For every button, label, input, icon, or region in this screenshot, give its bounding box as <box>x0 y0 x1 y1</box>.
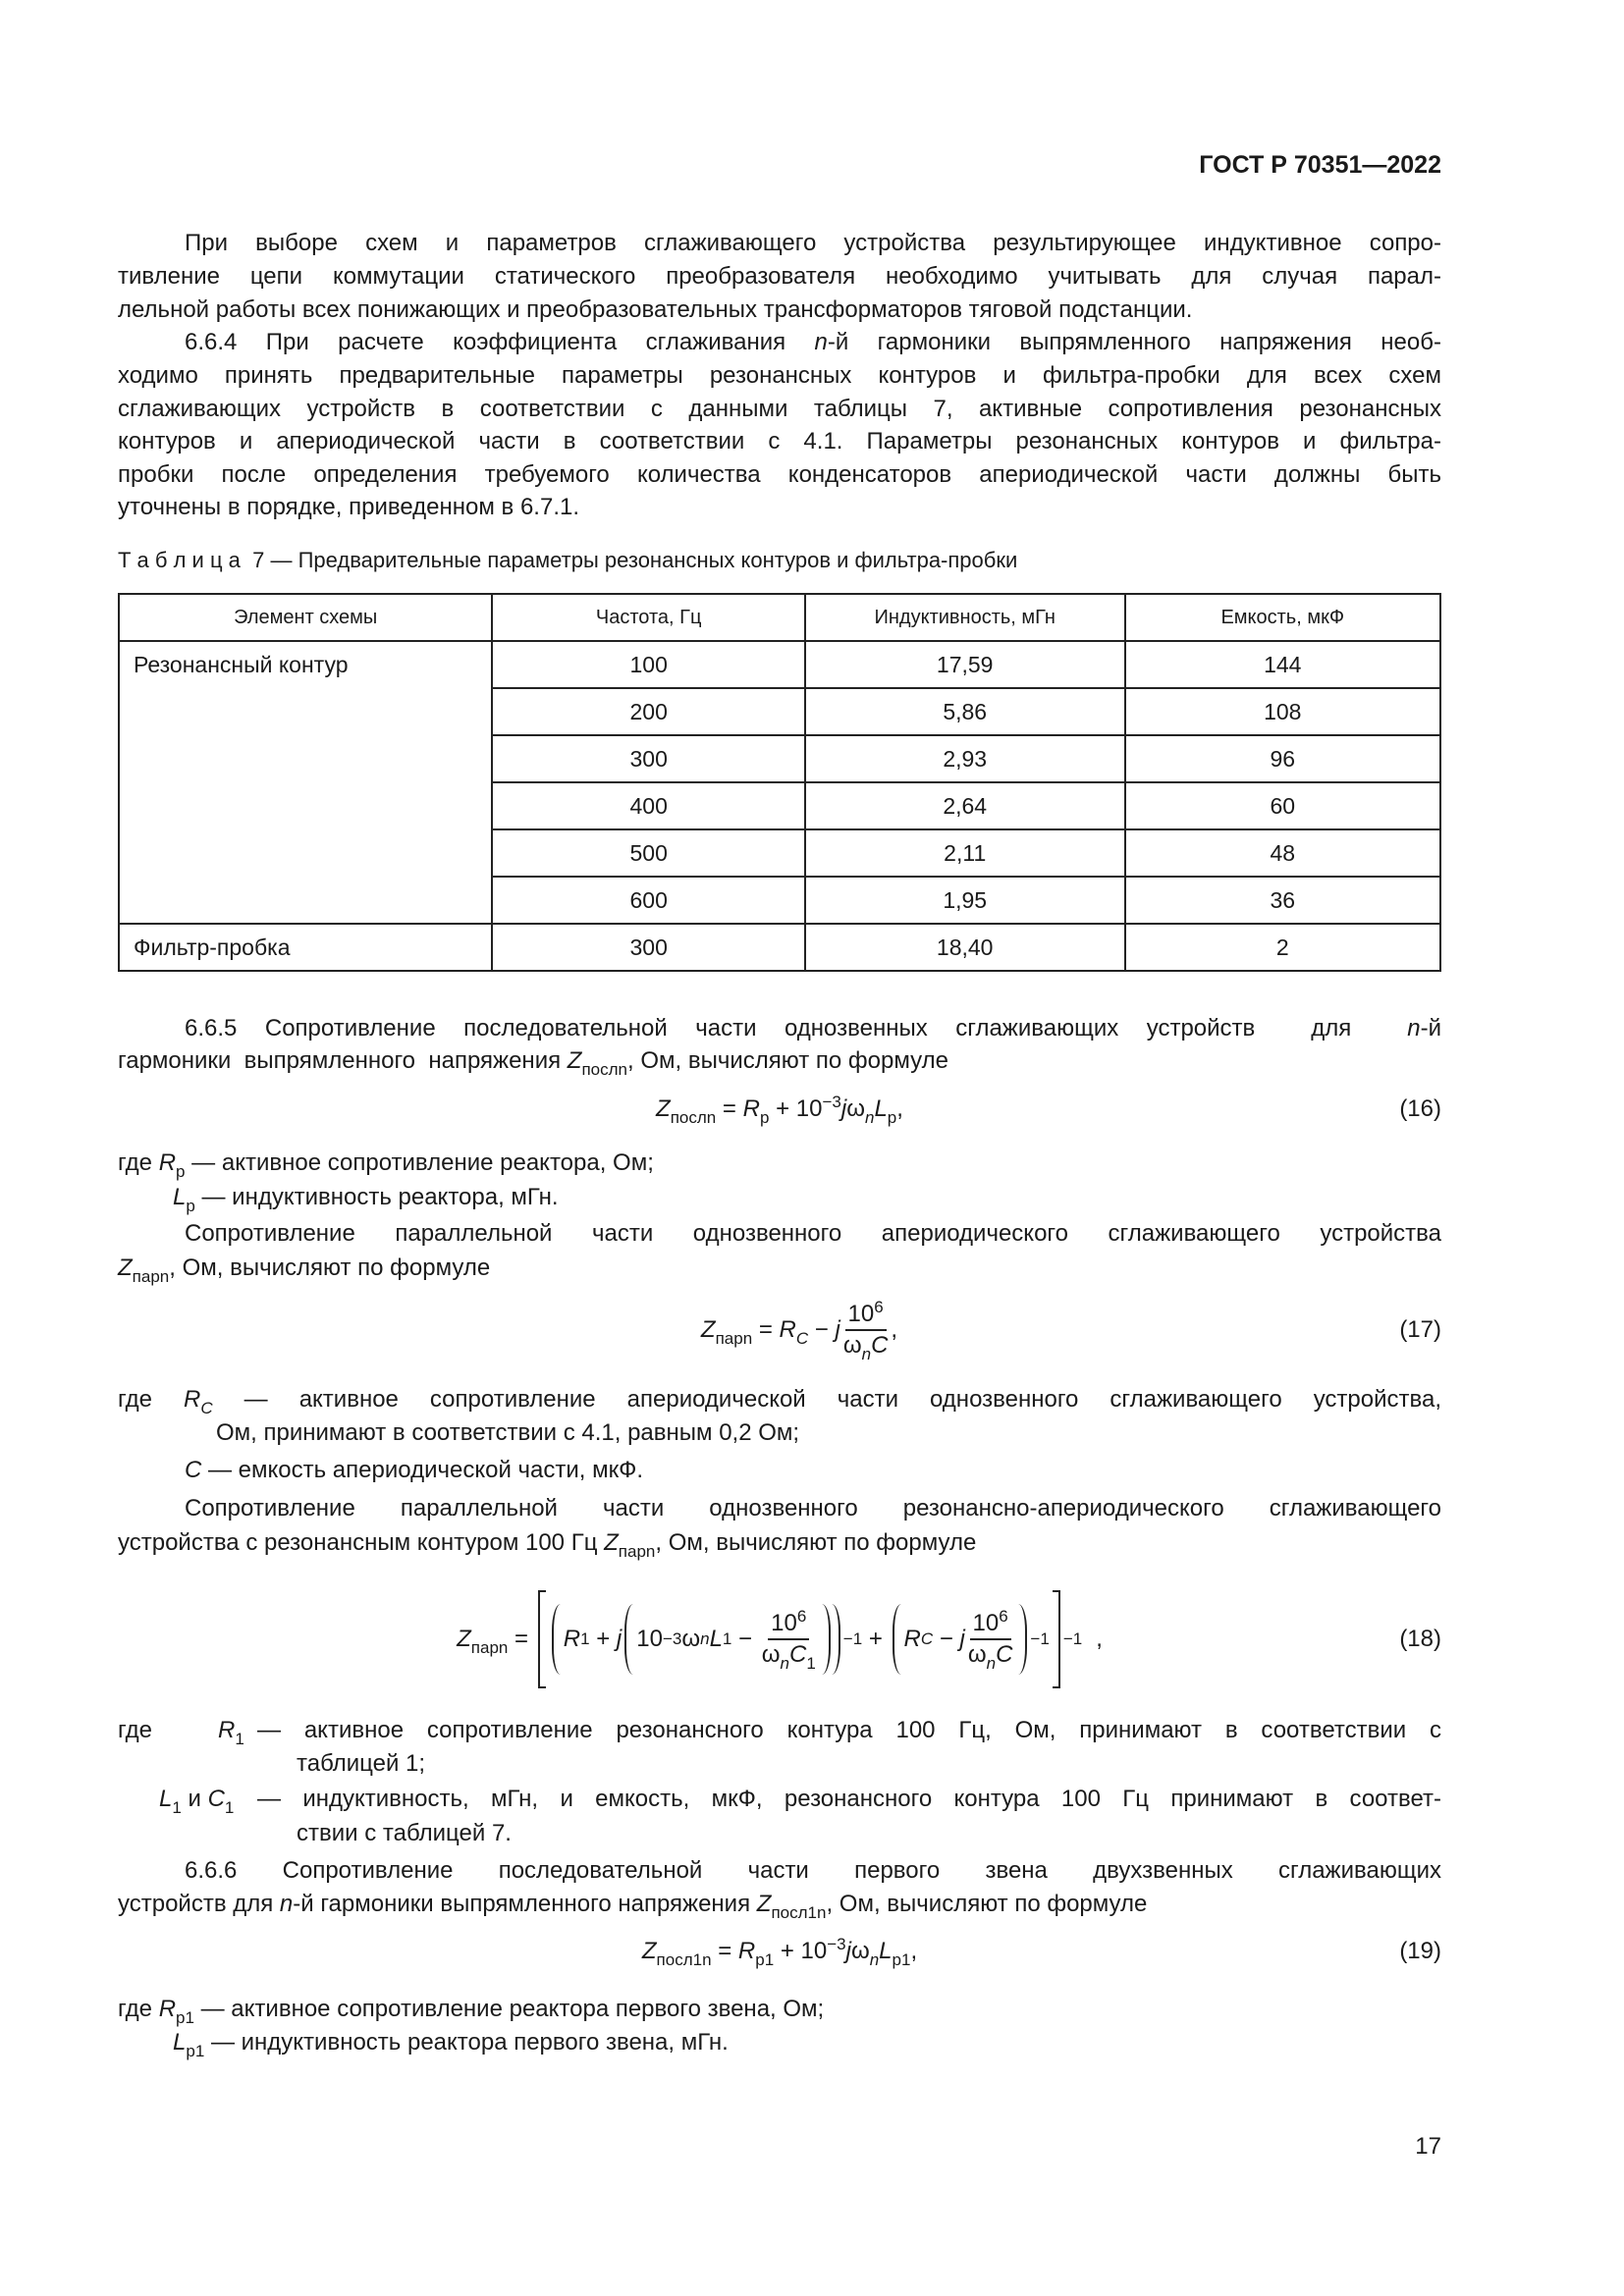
table-row <box>119 924 1440 971</box>
formula-part: − <box>933 1626 960 1652</box>
formula-part: L <box>879 1938 893 1964</box>
formula-part: R <box>184 1386 201 1413</box>
column-header: Элемент схемы <box>119 594 492 641</box>
formula-part: — активное сопротивление реактора первого звена, Ом; <box>193 1996 825 2022</box>
formula-part: n <box>700 1629 710 1648</box>
formula-part: R <box>158 1996 177 2022</box>
where-c <box>185 1456 643 1485</box>
formula-part: послn <box>581 1060 627 1079</box>
inductance-cell: 1,95 <box>805 877 1125 924</box>
element-cell: Фильтр-пробка <box>119 924 492 971</box>
bracket <box>893 1604 901 1675</box>
capacitance-cell: 108 <box>1125 688 1440 735</box>
bracket <box>552 1604 561 1675</box>
paragraph-line: таблицей 1; <box>297 1750 426 1777</box>
page-number: 17 <box>1415 2133 1441 2160</box>
formula-part: n <box>780 1654 789 1673</box>
formula-part: где <box>118 1386 185 1413</box>
formula-part <box>200 1399 212 1417</box>
inductance-cell: 2,64 <box>805 782 1125 829</box>
formula-part: = <box>716 1095 743 1122</box>
formula-part <box>761 1607 816 1673</box>
formula-part: -й гармоники выпрямленного напряжения <box>293 1891 757 1917</box>
where-rp <box>118 1148 654 1181</box>
where-lp1 <box>173 2028 729 2060</box>
paragraph-line: тивление цепи коммутации статического преобразователя необходимо учитывать для случая парал- <box>118 263 1441 290</box>
formula-part: 6 <box>999 1607 1008 1626</box>
section-6-6-6-line: 6.6.6 Сопротивление последовательной части первого звена двухзвенных сглаживающих <box>185 1857 1441 1884</box>
formula-part: 10 <box>771 1610 797 1636</box>
formula-part: 10 <box>847 1301 875 1327</box>
bracket <box>822 1604 831 1675</box>
frequency-cell: 100 <box>492 641 804 688</box>
formula-part: n <box>861 1345 872 1363</box>
formula-part: ω <box>846 1095 865 1122</box>
formula-part: 10 <box>972 1610 1000 1636</box>
formula-part: n <box>986 1654 997 1673</box>
paragraph-line <box>118 1528 977 1561</box>
where-l1-c1 <box>159 1785 235 1817</box>
table-7 <box>118 593 1441 972</box>
formula-part: устройства с резонансным контуром 100 Гц <box>118 1529 605 1556</box>
formula-part: + 10 <box>774 1938 828 1964</box>
formula-part: — индуктивность реактора, мГн. <box>194 1184 559 1210</box>
formula-part: , Ом, вычисляют по формуле <box>826 1891 1148 1917</box>
formula-part: n <box>1407 1015 1421 1041</box>
paragraph-line <box>118 1046 948 1079</box>
bracket <box>832 1604 840 1675</box>
formula-part: = <box>508 1626 535 1652</box>
frequency-cell: 300 <box>492 735 804 782</box>
formula-part: j <box>959 1626 965 1652</box>
formula-part: ω <box>967 1641 987 1668</box>
section-6-6-4-line <box>185 328 1441 357</box>
formula-part <box>768 1609 809 1640</box>
formula-part: парn <box>132 1267 170 1286</box>
paragraph-line: контуров и апериодической части в соответствии с 4.1. Параметры резонансных контуров и фильтра- <box>118 428 1441 454</box>
formula-part <box>970 1609 1011 1640</box>
formula-part: j <box>616 1626 623 1652</box>
formula-part: R <box>158 1149 177 1176</box>
formula-part: Z <box>656 1095 671 1122</box>
formula-part: -й <box>1420 1015 1441 1041</box>
frequency-cell: 600 <box>492 877 804 924</box>
formula-part: C <box>795 1329 809 1348</box>
formula-part: ω <box>842 1332 862 1359</box>
formula-part: Z <box>567 1047 582 1074</box>
formula-part <box>862 1345 871 1363</box>
formula-part: Z <box>756 1891 772 1917</box>
formula-part: L <box>173 2029 187 2056</box>
paragraph-line: пробки после определения требуемого количества конденсаторов апериодической части должны быть <box>118 461 1441 488</box>
formula-part: -й гармоники выпрямленного напряжения необ- <box>827 329 1441 355</box>
frequency-cell: 500 <box>492 829 804 877</box>
formula-part: n <box>869 1950 880 1969</box>
table-row <box>119 641 1440 688</box>
inductance-cell: 5,86 <box>805 688 1125 735</box>
formula-part <box>870 1950 879 1969</box>
formula-part: C <box>920 1629 934 1648</box>
formula-part <box>845 1300 887 1331</box>
inductance-cell: 2,11 <box>805 829 1125 877</box>
formula-part: Z <box>604 1529 619 1556</box>
paragraph-line: Сопротивление параллельной части однозвенного резонансно-апериодического сглаживающего <box>185 1495 1441 1522</box>
formula-part: , Ом, вычисляют по формуле <box>626 1047 948 1074</box>
formula-part: где <box>118 1149 159 1176</box>
formula-part: р1 <box>892 1950 911 1969</box>
formula-part: − <box>731 1626 759 1652</box>
formula-part: Z <box>700 1316 716 1343</box>
formula-part: , <box>896 1095 903 1122</box>
formula-part: = <box>752 1316 780 1343</box>
formula-part <box>987 1654 996 1673</box>
formula-part: C <box>788 1641 807 1668</box>
formula-part: , <box>910 1938 918 1964</box>
formula-part: R <box>563 1626 581 1652</box>
formula-part: C <box>996 1641 1013 1668</box>
formula-number: (17) <box>1399 1316 1441 1343</box>
formula-part: ω <box>761 1641 781 1668</box>
formula-part: р <box>759 1108 770 1127</box>
capacitance-cell: 2 <box>1125 924 1440 971</box>
formula-part: р <box>186 1197 195 1215</box>
formula-part: C <box>185 1457 202 1483</box>
formula-part: = <box>711 1938 738 1964</box>
formula-part <box>457 1626 535 1657</box>
where-rc <box>118 1385 1441 1415</box>
formula-part <box>796 1329 808 1348</box>
bracket <box>538 1590 546 1688</box>
formula-part: ω <box>681 1626 701 1652</box>
formula-part: послn <box>670 1108 717 1127</box>
inductance-cell: 18,40 <box>805 924 1125 971</box>
paragraph-line: Сопротивление параллельной части однозвенного апериодического сглаживающего устройства <box>185 1220 1441 1247</box>
section-6-6-5-line <box>185 1014 1441 1043</box>
formula-part: — активное сопротивление реактора, Ом; <box>185 1149 654 1176</box>
formula-part: Т а б л и ц а 7 <box>118 548 265 572</box>
formula-part: C <box>207 1786 225 1812</box>
formula-part: , <box>891 1316 898 1343</box>
formula-part: 6.6.4 При расчете коэффициента сглаживания <box>185 329 815 355</box>
bracket <box>1018 1604 1027 1675</box>
formula-part: , <box>1096 1626 1103 1652</box>
formula-part <box>967 1640 1013 1673</box>
formula-number: (18) <box>1399 1626 1441 1652</box>
formula-19 <box>118 1935 1441 1969</box>
formula-part: 6 <box>796 1607 807 1626</box>
column-header: Индуктивность, мГн <box>805 594 1125 641</box>
capacitance-cell: 60 <box>1125 782 1440 829</box>
formula-number: (16) <box>1399 1095 1441 1122</box>
formula-part: — Предварительные параметры резонансных контуров и фильтра-пробки <box>264 548 1018 572</box>
paragraph-line: Ом, принимают в соответствии с 4.1, равным 0,2 Ом; <box>216 1419 800 1446</box>
where-label: где <box>118 1717 153 1743</box>
where-rp1 <box>118 1995 825 2027</box>
formula-part: R <box>737 1938 756 1964</box>
formula-part: j <box>845 1938 851 1964</box>
document-id: ГОСТ Р 70351—2022 <box>1199 151 1441 179</box>
formula-part: р <box>176 1162 186 1181</box>
formula-part: где <box>118 1996 159 2022</box>
paragraph-line: уточнены в порядке, приведенном в 6.7.1. <box>118 494 580 520</box>
formula-part <box>843 1331 889 1361</box>
formula-part: — активное сопротивление апериодической части однозвенного сглаживающего устройства, <box>212 1386 1442 1413</box>
where-r1 <box>218 1716 244 1748</box>
formula-part: р1 <box>755 1950 775 1969</box>
capacitance-cell: 96 <box>1125 735 1440 782</box>
formula-part: парn <box>470 1638 509 1657</box>
formula-part: R <box>742 1095 760 1122</box>
formula-number: (19) <box>1399 1938 1441 1964</box>
formula-part: Z <box>641 1938 657 1964</box>
formula-part: −3 <box>827 1935 846 1953</box>
formula-part: парn <box>618 1542 656 1561</box>
formula-part: C <box>200 1399 213 1417</box>
column-header: Частота, Гц <box>492 594 804 641</box>
formula-part: R <box>218 1717 236 1743</box>
formula-part: + <box>589 1626 617 1652</box>
formula-part: посл1n <box>656 1950 712 1969</box>
frequency-cell: 400 <box>492 782 804 829</box>
frequency-cell: 300 <box>492 924 804 971</box>
formula-part: 10 <box>636 1626 663 1652</box>
formula-part: , Ом, вычисляют по формуле <box>655 1529 977 1556</box>
formula-part: р <box>887 1108 897 1127</box>
formula-part: n <box>279 1891 294 1917</box>
formula-part: C <box>871 1332 889 1359</box>
formula-part: 1 <box>806 1654 816 1673</box>
formula-part: посл1n <box>771 1903 827 1922</box>
formula-part: Z <box>118 1255 133 1281</box>
paragraph-line: лельной работы всех понижающих и преобразовательных трансформаторов тяговой подстанции. <box>118 296 1193 323</box>
formula-part: 6 <box>874 1298 884 1316</box>
formula-part: , Ом, вычисляют по формуле <box>169 1255 491 1281</box>
formula-part: гармоники выпрямленного напряжения <box>118 1047 568 1074</box>
inductance-cell: 2,93 <box>805 735 1125 782</box>
formula-part: — емкость апериодической части, мкФ. <box>201 1457 644 1483</box>
formula-part: j <box>840 1095 847 1122</box>
formula-part: устройств для <box>118 1891 280 1917</box>
formula-part <box>656 1093 903 1127</box>
formula-part: L <box>709 1626 723 1652</box>
frequency-cell: 200 <box>492 688 804 735</box>
inductance-cell: 17,59 <box>805 641 1125 688</box>
formula-part: L <box>874 1095 888 1122</box>
table-caption <box>118 546 1017 575</box>
formula-part: L <box>173 1184 187 1210</box>
formula-part: R <box>779 1316 796 1343</box>
formula-part: n <box>814 329 828 355</box>
bracket <box>624 1604 633 1675</box>
capacitance-cell: 36 <box>1125 877 1440 924</box>
formula-part: и <box>181 1786 208 1812</box>
paragraph-line: сглаживающих устройств в соответствии с данными таблицы 7, активные сопротивления резонансных <box>118 396 1441 422</box>
formula-part: j <box>835 1316 840 1343</box>
formula-part: + <box>862 1626 890 1652</box>
formula-part <box>843 1300 889 1361</box>
paragraph-line: ствии с таблицей 7. <box>297 1820 512 1846</box>
formula-part: n <box>864 1108 875 1127</box>
formula-part: −3 <box>822 1093 841 1111</box>
formula-part: 1 <box>224 1798 235 1817</box>
formula-part <box>967 1607 1013 1673</box>
formula-part: − <box>808 1316 836 1343</box>
formula-part: R <box>903 1626 921 1652</box>
paragraph-line <box>118 1890 1148 1922</box>
capacitance-cell: 48 <box>1125 829 1440 877</box>
element-cell: Резонансный контур <box>119 641 492 924</box>
formula-part: + 10 <box>769 1095 823 1122</box>
where-lp <box>173 1183 559 1215</box>
formula-part: ω <box>850 1938 870 1964</box>
formula-part: — индуктивность реактора первого звена, мГн. <box>204 2029 729 2056</box>
formula-part: L <box>159 1786 173 1812</box>
paragraph-line <box>118 1254 491 1286</box>
paragraph-line: ходимо принять предварительные параметры резонансных контуров и фильтра-пробки для всех схем <box>118 362 1441 389</box>
bracket <box>1053 1590 1060 1688</box>
formula-part: 1 <box>172 1798 182 1817</box>
formula-part: р1 <box>176 2008 194 2027</box>
capacitance-cell: 144 <box>1125 641 1440 688</box>
formula-part: р1 <box>186 2042 205 2060</box>
formula-part <box>761 1640 816 1673</box>
formula-part: парn <box>715 1329 753 1348</box>
formula-part <box>641 1935 918 1969</box>
where-l1-c1-desc: — индуктивность, мГн, и емкость, мкФ, резонансного контура 100 Гц принимают в соответ- <box>257 1786 1441 1812</box>
table-header-row <box>119 594 1440 641</box>
column-header: Емкость, мкФ <box>1125 594 1440 641</box>
formula-part: Z <box>457 1626 471 1652</box>
formula-part: 1 <box>235 1730 244 1748</box>
formula-part: 6.6.5 Сопротивление последовательной части однозвенных сглаживающих устройств для <box>185 1015 1408 1041</box>
formula-17 <box>118 1286 1441 1374</box>
paragraph-line: При выборе схем и параметров сглаживающего устройства результирующее индуктивное сопро- <box>185 230 1441 256</box>
formula-16 <box>118 1093 1441 1127</box>
formula-part <box>781 1654 789 1673</box>
formula-part <box>700 1316 840 1348</box>
where-r1-desc: — активное сопротивление резонансного контура 100 Гц, Ом, принимают в соответствии с <box>257 1717 1441 1743</box>
formula-18: $Z_{парn}$ = R 1 + j 10 −3 ω n L 1 − $\frac{10^6}{\omega_nC_1}$ −1 + R C − j $\frac{10^6}{\omega_nC}$ −1 −1 , (18) <box>118 1582 1441 1696</box>
